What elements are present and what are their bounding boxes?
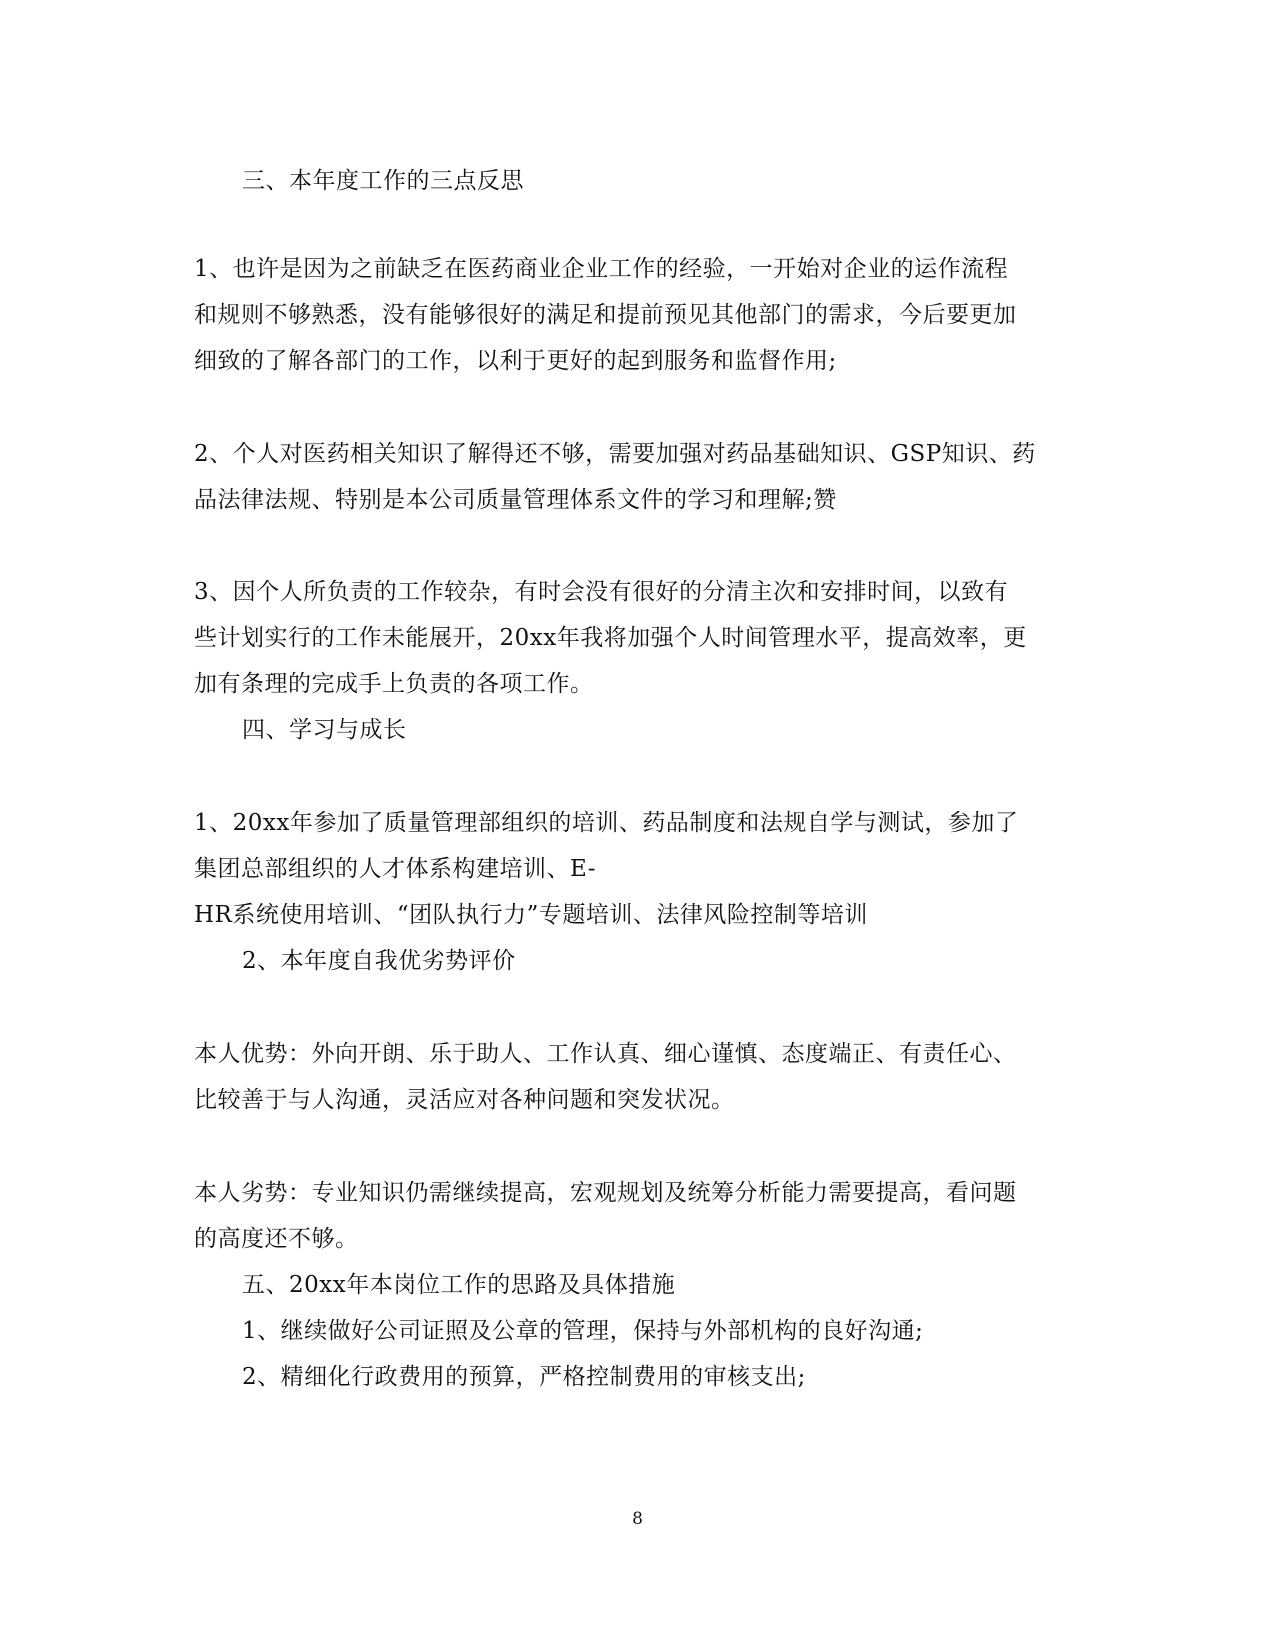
subheading-self-evaluation: 2、本年度自我优劣势评价 bbox=[242, 948, 516, 974]
paragraph-line: 1、也许是因为之前缺乏在医药商业企业工作的经验，一开始对企业的运作流程 bbox=[194, 256, 1009, 282]
paragraph-line: 细致的了解各部门的工作，以利于更好的起到服务和监督作用; bbox=[194, 348, 837, 374]
paragraph-line: 加有条理的完成手上负责的各项工作。 bbox=[194, 671, 594, 697]
paragraph-line: HR系统使用培训、“团队执行力”专题培训、法律风险控制等培训 bbox=[194, 902, 868, 928]
paragraph-line: 1、20xx年参加了质量管理部组织的培训、药品制度和法规自学与测试，参加了 bbox=[194, 810, 1019, 836]
section-heading-learning: 四、学习与成长 bbox=[242, 717, 407, 743]
paragraph-line: 些计划实行的工作未能展开，20xx年我将加强个人时间管理水平，提高效率，更 bbox=[194, 625, 1027, 651]
paragraph-line: 的高度还不够。 bbox=[194, 1226, 359, 1252]
page-number: 8 bbox=[632, 1509, 643, 1529]
paragraph-line: 3、因个人所负责的工作较杂，有时会没有很好的分清主次和安排时间，以致有 bbox=[194, 579, 1009, 605]
section-heading-reflection: 三、本年度工作的三点反思 bbox=[242, 168, 524, 194]
list-item: 2、精细化行政费用的预算，严格控制费用的审核支出; bbox=[242, 1364, 806, 1390]
paragraph-line: 本人优势：外向开朗、乐于助人、工作认真、细心谨慎、态度端正、有责任心、 bbox=[194, 1041, 1017, 1067]
paragraph-line: 品法律法规、特别是本公司质量管理体系文件的学习和理解;赞 bbox=[194, 487, 837, 513]
section-heading-plan: 五、20xx年本岗位工作的思路及具体措施 bbox=[242, 1272, 676, 1298]
paragraph-line: 集团总部组织的人才体系构建培训、E- bbox=[194, 856, 596, 882]
paragraph-line: 比较善于与人沟通，灵活应对各种问题和突发状况。 bbox=[194, 1087, 735, 1113]
list-item: 1、继续做好公司证照及公章的管理，保持与外部机构的良好沟通; bbox=[242, 1318, 924, 1344]
paragraph-line: 2、个人对医药相关知识了解得还不够，需要加强对药品基础知识、GSP知识、药 bbox=[194, 441, 1036, 467]
paragraph-line: 和规则不够熟悉，没有能够很好的满足和提前预见其他部门的需求，今后要更加 bbox=[194, 302, 1017, 328]
paragraph-line: 本人劣势：专业知识仍需继续提高，宏观规划及统筹分析能力需要提高，看问题 bbox=[194, 1180, 1017, 1206]
